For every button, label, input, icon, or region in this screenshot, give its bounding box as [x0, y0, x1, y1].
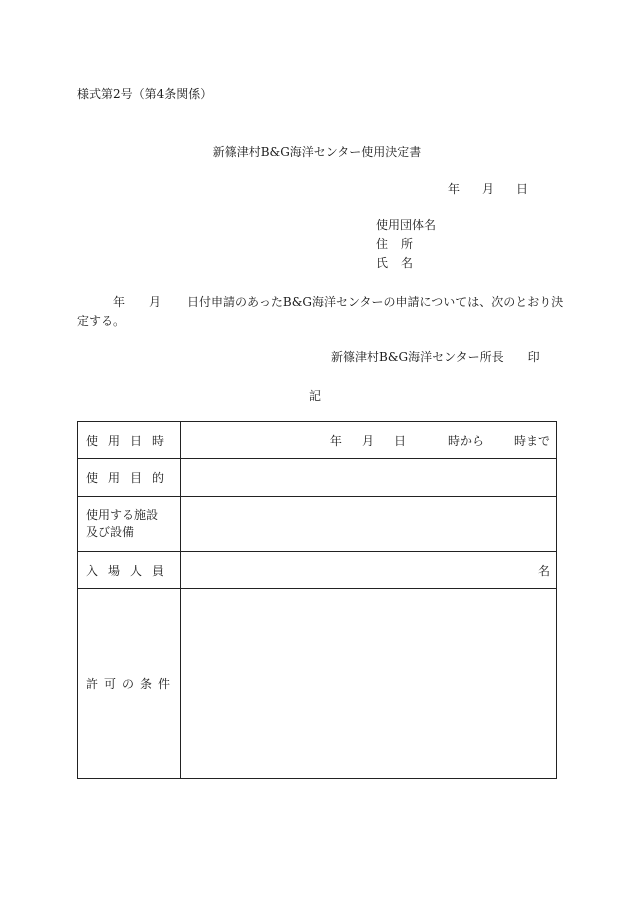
facilities-label-line1: 使用する施設 [86, 508, 159, 522]
usage-from-label: 時から [447, 433, 484, 448]
issue-date-line [448, 180, 528, 197]
usage-day-label: 日 [393, 433, 406, 448]
row-label-usage-datetime: 使用日時 [78, 422, 181, 459]
body-text-line2: 定する。 [77, 314, 126, 328]
address-label: 住所 [376, 237, 427, 251]
ki-heading: 記 [308, 389, 321, 403]
name-label: 氏名 [376, 256, 427, 270]
form-number: 様式第2号（第4条関係） [77, 87, 213, 101]
seal-mark: 印 [527, 350, 540, 364]
table-row [78, 552, 557, 589]
table-row [78, 459, 557, 497]
usage-year-label: 年 [329, 433, 342, 448]
applicant-block [376, 216, 436, 273]
issuer-line [331, 348, 540, 365]
usage-until-label: 時まで [513, 433, 550, 448]
document-title: 新篠津村B&G海洋センター使用決定書 [212, 145, 422, 159]
table-row [78, 497, 557, 552]
usage-purpose-field[interactable] [181, 459, 557, 497]
decision-body-text [77, 293, 562, 331]
body-year-label: 年 [113, 295, 126, 309]
attendance-field[interactable] [181, 552, 557, 589]
body-month-label: 月 [149, 295, 162, 309]
usage-details-table [77, 421, 557, 779]
group-name-label: 使用団体名 [376, 218, 437, 232]
issuer-title: 新篠津村B&G海洋センター所長 [331, 350, 504, 364]
body-text-line1: 日付申請のあったB&G海洋センターの申請については、次のとおり決 [187, 295, 564, 309]
usage-datetime-field[interactable] [181, 422, 557, 459]
attendance-unit-label: 名 [537, 563, 550, 578]
row-label-attendance: 入場人員 [78, 552, 181, 589]
date-day-label: 日 [516, 182, 529, 196]
facilities-field[interactable] [181, 497, 557, 552]
conditions-field[interactable] [181, 589, 557, 779]
usage-month-label: 月 [361, 433, 374, 448]
facilities-label-line2: 及び設備 [86, 525, 135, 539]
date-month-label: 月 [482, 182, 495, 196]
row-label-usage-purpose: 使用目的 [78, 459, 181, 497]
row-label-conditions: 許可の条件 [78, 589, 181, 779]
table-row [78, 589, 557, 779]
table-row [78, 422, 557, 459]
row-label-facilities [78, 497, 181, 552]
date-year-label: 年 [448, 182, 461, 196]
